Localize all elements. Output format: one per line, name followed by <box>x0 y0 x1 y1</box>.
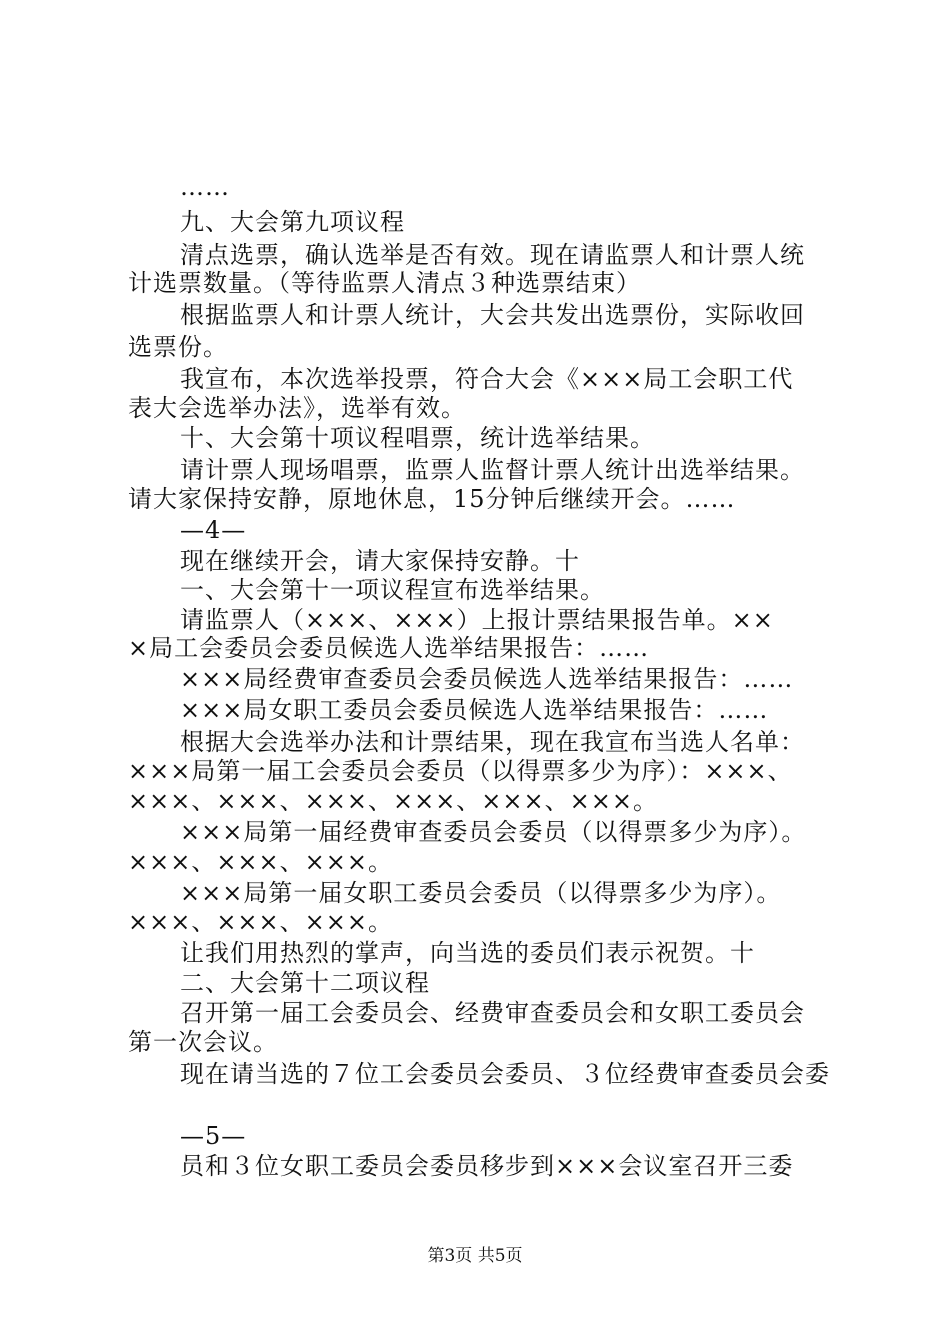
page-footer <box>0 1244 950 1268</box>
text-line: ×××、×××、×××、×××、×××、×××。 <box>128 787 658 815</box>
section-heading: 九、大会第九项议程 <box>180 208 405 236</box>
text-line: ×××局第一届工会委员会委员（以得票多少为序）：×××、 <box>128 757 793 785</box>
text-line: 根据大会选举办法和计票结果，现在我宣布当选人名单： <box>180 728 805 756</box>
section-heading: 十、大会第十项议程唱票，统计选举结果。 <box>180 424 655 452</box>
text-line: …… <box>180 173 230 201</box>
page-marker: —4— <box>180 516 247 544</box>
text-line: 召开第一届工会委员会、经费审查委员会和女职工委员会 <box>180 999 805 1027</box>
text-line: 员和３位女职工委员会委员移步到×××会议室召开三委 <box>180 1152 794 1180</box>
text-line: 计选票数量。（等待监票人清点３种选票结束） <box>128 269 641 297</box>
text-line: 表大会选举办法》，选举有效。 <box>128 394 466 422</box>
text-line: ×××局第一届经费审查委员会委员（以得票多少为序）。 <box>180 818 807 846</box>
text-line: 请计票人现场唱票，监票人监督计票人统计出选举结果。 <box>180 456 805 484</box>
text-line: 选票份。 <box>128 333 228 361</box>
section-heading: 二、大会第十二项议程 <box>180 969 430 997</box>
text-line: 请监票人（×××、×××）上报计票结果报告单。×× <box>180 606 774 634</box>
text-line: 我宣布，本次选举投票，符合大会《×××局工会职工代 <box>180 365 794 393</box>
text-line: ×××局女职工委员会委员候选人选举结果报告：…… <box>180 696 769 724</box>
text-line: 现在请当选的７位工会委员会委员、３位经费审查委员会委 <box>180 1060 830 1088</box>
text-line: 第一次会议。 <box>128 1028 278 1056</box>
text-line: 现在继续开会，请大家保持安静。十 <box>180 547 580 575</box>
text-line: 请大家保持安静，原地休息，15分钟后继续开会。…… <box>128 485 736 513</box>
text-line: ×××局第一届女职工委员会委员（以得票多少为序）。 <box>180 879 782 907</box>
text-line: 清点选票，确认选举是否有效。现在请监票人和计票人统 <box>180 241 805 269</box>
section-heading: 一、大会第十一项议程宣布选举结果。 <box>180 576 605 604</box>
text-line: ×××、×××、×××。 <box>128 848 393 876</box>
text-line: ×××、×××、×××。 <box>128 908 393 936</box>
page-number-label: 第3页 共5页 <box>427 1246 523 1266</box>
text-line: ×××局经费审查委员会委员候选人选举结果报告：…… <box>180 665 794 693</box>
text-line: ×局工会委员会委员候选人选举结果报告：…… <box>128 634 650 662</box>
text-line: 让我们用热烈的掌声，向当选的委员们表示祝贺。十 <box>180 939 755 967</box>
text-line: 根据监票人和计票人统计，大会共发出选票份，实际收回 <box>180 301 805 329</box>
page-marker: —5— <box>180 1122 247 1150</box>
